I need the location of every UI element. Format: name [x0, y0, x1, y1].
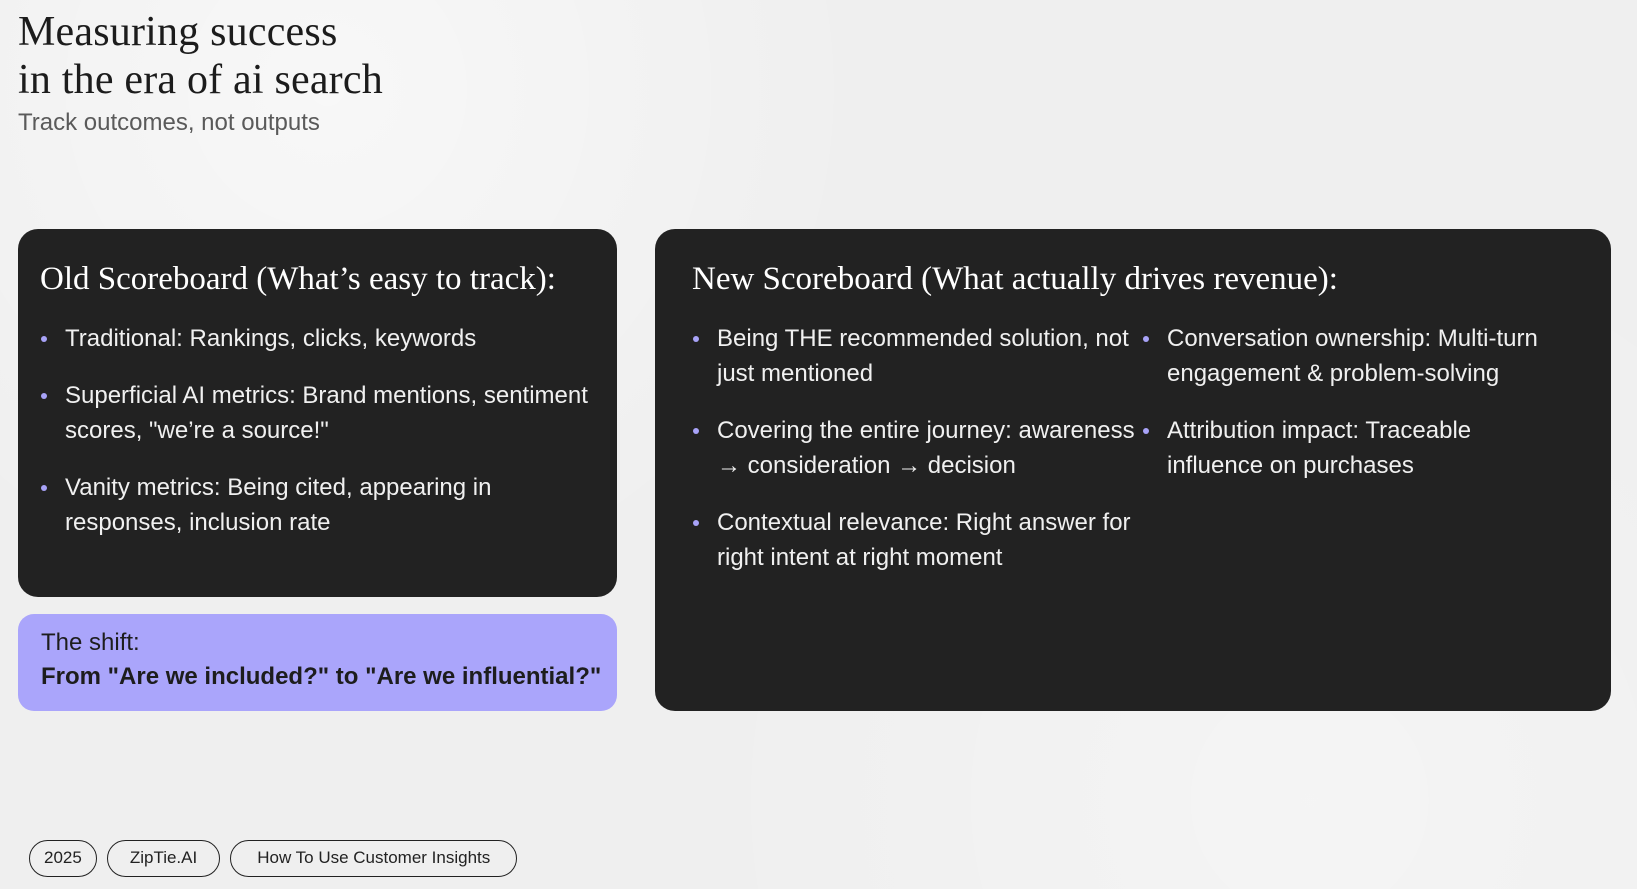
- brand-tag: ZipTie.AI: [107, 840, 220, 877]
- list-item: Covering the entire journey: awareness → consideration → decision: [692, 413, 1142, 483]
- list-item: Conversation ownership: Multi-turn engagement & problem-solving: [1142, 321, 1562, 391]
- list-item: Contextual relevance: Right answer for right intent at right moment: [692, 505, 1142, 575]
- topic-tag: How To Use Customer Insights: [230, 840, 517, 877]
- shift-label: The shift:: [41, 629, 140, 656]
- footer-tags: [29, 840, 517, 877]
- list-item: Traditional: Rankings, clicks, keywords: [40, 321, 595, 356]
- new-scoreboard-list-left: [692, 321, 1142, 597]
- page-subtitle: Track outcomes, not outputs: [18, 109, 320, 136]
- page-title: [18, 8, 383, 104]
- shift-text: From "Are we included?" to "Are we influential?": [41, 663, 602, 690]
- shift-callout: [18, 614, 617, 711]
- list-item: Superficial AI metrics: Brand mentions, sentiment scores, "we’re a source!": [40, 378, 595, 448]
- new-scoreboard-columns: [692, 321, 1576, 597]
- year-tag: 2025: [29, 840, 97, 877]
- new-scoreboard-title: New Scoreboard (What actually drives revenue):: [692, 261, 1338, 297]
- list-item: Attribution impact: Traceable influence on purchases: [1142, 413, 1562, 483]
- page-title-line-2: in the era of ai search: [18, 57, 383, 103]
- old-scoreboard-list: [40, 321, 595, 540]
- page-title-line-1: Measuring success: [18, 9, 338, 55]
- old-scoreboard-title: Old Scoreboard (What’s easy to track):: [40, 261, 556, 297]
- list-item: Being THE recommended solution, not just mentioned: [692, 321, 1142, 391]
- list-item: Vanity metrics: Being cited, appearing in responses, inclusion rate: [40, 470, 595, 540]
- new-scoreboard-list-right: [1142, 321, 1562, 597]
- old-scoreboard-card: [18, 229, 617, 597]
- new-scoreboard-card: [655, 229, 1611, 711]
